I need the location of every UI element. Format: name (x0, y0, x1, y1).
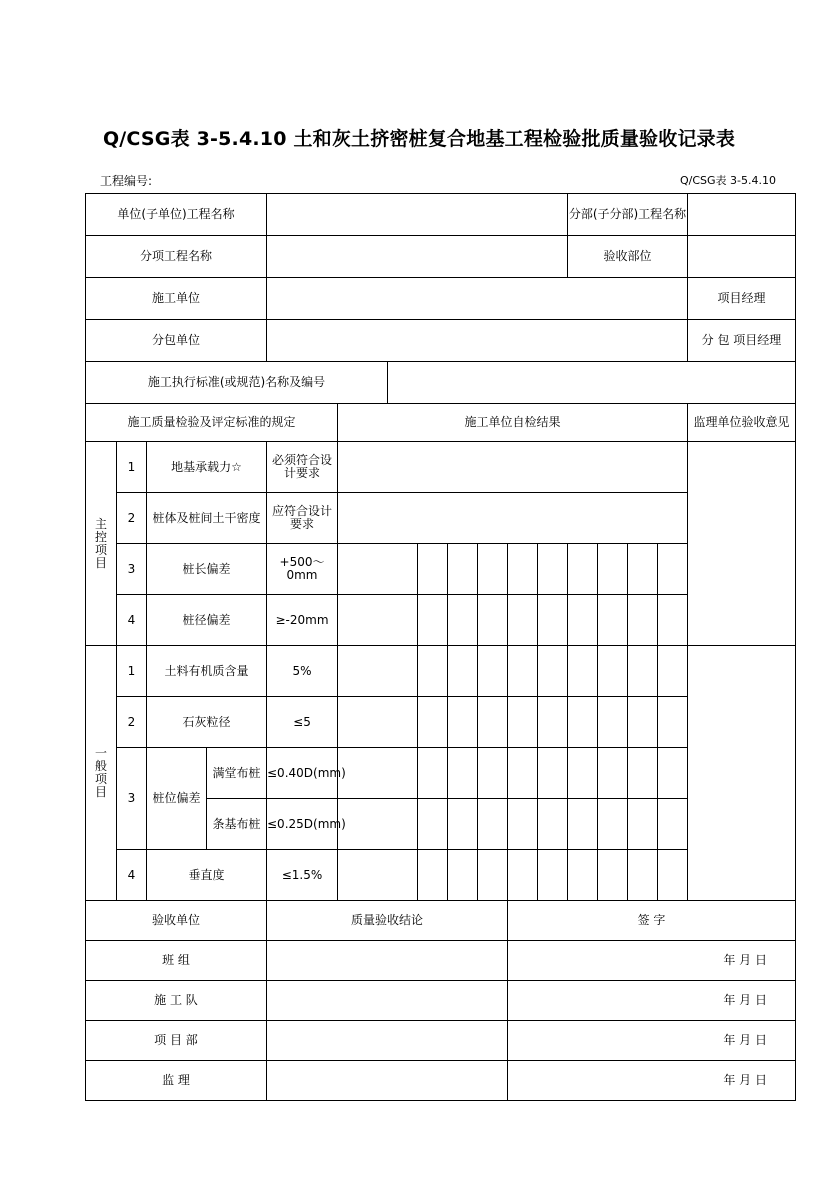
item-name: 土料有机质含量 (147, 646, 267, 697)
item-requirement: ≥-20mm (267, 595, 338, 646)
check-point-cell[interactable] (338, 544, 418, 595)
item-number: 3 (117, 544, 147, 595)
check-point-cell[interactable] (568, 799, 598, 850)
accept-part-label: 验收部位 (568, 236, 688, 278)
check-point-cell[interactable] (568, 850, 598, 901)
item-requirement: 应符合设计要求 (267, 493, 338, 544)
check-point-cell[interactable] (628, 544, 658, 595)
acceptance-unit-name: 班 组 (86, 941, 267, 981)
check-point-cell[interactable] (478, 697, 508, 748)
item-number: 1 (117, 646, 147, 697)
check-point-cell[interactable] (628, 748, 658, 799)
item-name: 桩体及桩间土干密度 (147, 493, 267, 544)
item-number: 2 (117, 697, 147, 748)
check-point-cell[interactable] (538, 595, 568, 646)
item-number: 2 (117, 493, 147, 544)
supervision-column-header: 监理单位验收意见 (688, 404, 796, 442)
accept-part-value[interactable] (688, 236, 796, 278)
check-point-cell[interactable] (508, 850, 538, 901)
check-point-cell[interactable] (448, 697, 478, 748)
project-manager-label: 项目经理 (688, 278, 796, 320)
unit-project-value[interactable] (267, 194, 568, 236)
item-requirement: ≤1.5% (267, 850, 338, 901)
item-requirement: ≤5 (267, 697, 338, 748)
acceptance-unit-name: 施 工 队 (86, 981, 267, 1021)
check-point-cell[interactable] (418, 544, 448, 595)
check-point-cell[interactable] (598, 646, 628, 697)
check-point-cell[interactable] (338, 799, 418, 850)
check-point-cell[interactable] (628, 595, 658, 646)
signature-date[interactable]: 年 月 日 (508, 1061, 796, 1101)
item-name: 石灰粒径 (147, 697, 267, 748)
check-point-cell[interactable] (448, 850, 478, 901)
acceptance-unit-name: 项 目 部 (86, 1021, 267, 1061)
check-point-cell[interactable] (478, 646, 508, 697)
subcontract-pm-label: 分 包 项目经理 (688, 320, 796, 362)
check-point-cell[interactable] (478, 850, 508, 901)
check-point-cell[interactable] (418, 748, 448, 799)
check-point-cell[interactable] (418, 646, 448, 697)
check-point-cell[interactable] (568, 544, 598, 595)
self-check-cell[interactable] (338, 493, 688, 544)
check-point-cell[interactable] (448, 544, 478, 595)
subcontract-unit-value[interactable] (267, 320, 688, 362)
check-point-cell[interactable] (538, 544, 568, 595)
quality-conclusion-cell[interactable] (267, 1021, 508, 1061)
standard-name-value[interactable] (388, 362, 796, 404)
check-point-cell[interactable] (418, 799, 448, 850)
item-name: 桩径偏差 (147, 595, 267, 646)
sub-item-name: 满堂布桩 (207, 748, 267, 799)
check-point-cell[interactable] (448, 646, 478, 697)
check-point-cell[interactable] (598, 850, 628, 901)
check-point-cell[interactable] (658, 646, 688, 697)
main-control-supervision-cell[interactable] (688, 442, 796, 646)
self-check-cell[interactable] (338, 442, 688, 493)
item-number: 1 (117, 442, 147, 493)
check-point-cell[interactable] (338, 850, 418, 901)
project-number-label: 工程编号: (100, 174, 153, 188)
item-requirement: 必须符合设计要求 (267, 442, 338, 493)
check-point-cell[interactable] (598, 544, 628, 595)
check-point-cell[interactable] (538, 748, 568, 799)
check-point-cell[interactable] (508, 748, 538, 799)
quality-conclusion-cell[interactable] (267, 981, 508, 1021)
item-requirement: ≤0.25D(mm) (267, 799, 338, 850)
check-point-cell[interactable] (658, 595, 688, 646)
item-number: 3 (117, 748, 147, 850)
check-point-cell[interactable] (658, 697, 688, 748)
item-name: 地基承载力☆ (147, 442, 267, 493)
check-point-cell[interactable] (448, 595, 478, 646)
construction-unit-value[interactable] (267, 278, 688, 320)
unit-project-label: 单位(子单位)工程名称 (86, 194, 267, 236)
form-code: Q/CSG表 3-5.4.10 (679, 174, 776, 187)
check-point-cell[interactable] (658, 850, 688, 901)
check-point-cell[interactable] (338, 697, 418, 748)
item-requirement: +500～0mm (267, 544, 338, 595)
quality-conclusion-header: 质量验收结论 (267, 901, 508, 941)
check-point-cell[interactable] (338, 646, 418, 697)
check-point-cell[interactable] (418, 850, 448, 901)
check-point-cell[interactable] (338, 748, 418, 799)
item-name: 垂直度 (147, 850, 267, 901)
check-point-cell[interactable] (478, 799, 508, 850)
check-point-cell[interactable] (508, 799, 538, 850)
item-requirement: ≤0.40D(mm) (267, 748, 338, 799)
check-point-cell[interactable] (538, 646, 568, 697)
check-point-cell[interactable] (538, 697, 568, 748)
check-point-cell[interactable] (628, 646, 658, 697)
quality-conclusion-cell[interactable] (267, 941, 508, 981)
check-point-cell[interactable] (508, 697, 538, 748)
check-point-cell[interactable] (478, 544, 508, 595)
check-point-cell[interactable] (658, 544, 688, 595)
check-point-cell[interactable] (598, 799, 628, 850)
signature-date[interactable]: 年 月 日 (508, 1021, 796, 1061)
construction-unit-label: 施工单位 (86, 278, 267, 320)
check-point-cell[interactable] (568, 595, 598, 646)
check-point-cell[interactable] (448, 748, 478, 799)
item-project-label: 分项工程名称 (86, 236, 267, 278)
check-point-cell[interactable] (598, 748, 628, 799)
check-point-cell[interactable] (418, 697, 448, 748)
standard-name-label: 施工执行标准(或规范)名称及编号 (86, 362, 388, 404)
quality-conclusion-cell[interactable] (267, 1061, 508, 1101)
signature-date[interactable]: 年 月 日 (508, 981, 796, 1021)
check-point-cell[interactable] (598, 697, 628, 748)
check-point-cell[interactable] (338, 595, 418, 646)
form-title: Q/CSG表 3-5.4.10 土和灰土挤密桩复合地基工程检验批质量验收记录表 (102, 128, 736, 150)
check-point-cell[interactable] (448, 799, 478, 850)
general-supervision-cell[interactable] (688, 646, 796, 901)
check-point-cell[interactable] (538, 850, 568, 901)
check-point-cell[interactable] (658, 799, 688, 850)
inspection-form-table (85, 193, 796, 1101)
subcontract-unit-label: 分包单位 (86, 320, 267, 362)
signature-date[interactable]: 年 月 日 (508, 941, 796, 981)
item-name: 桩长偏差 (147, 544, 267, 595)
self-check-column-header: 施工单位自检结果 (338, 404, 688, 442)
check-point-cell[interactable] (508, 595, 538, 646)
signature-header: 签 字 (508, 901, 796, 941)
main-control-label: 主 控 项 目 (86, 442, 117, 646)
item-name: 桩位偏差 (147, 748, 207, 850)
check-point-cell[interactable] (508, 646, 538, 697)
check-point-cell[interactable] (418, 595, 448, 646)
check-point-cell[interactable] (478, 748, 508, 799)
sub-project-value[interactable] (688, 194, 796, 236)
check-point-cell[interactable] (568, 646, 598, 697)
check-point-cell[interactable] (628, 697, 658, 748)
check-point-cell[interactable] (628, 850, 658, 901)
check-point-cell[interactable] (538, 799, 568, 850)
item-number: 4 (117, 595, 147, 646)
acceptance-unit-header: 验收单位 (86, 901, 267, 941)
item-number: 4 (117, 850, 147, 901)
check-point-cell[interactable] (568, 697, 598, 748)
item-project-value[interactable] (267, 236, 568, 278)
check-point-cell[interactable] (508, 544, 538, 595)
spec-column-header: 施工质量检验及评定标准的规定 (86, 404, 338, 442)
sub-item-name: 条基布桩 (207, 799, 267, 850)
check-point-cell[interactable] (478, 595, 508, 646)
check-point-cell[interactable] (598, 595, 628, 646)
check-point-cell[interactable] (568, 748, 598, 799)
item-requirement: 5% (267, 646, 338, 697)
check-point-cell[interactable] (658, 748, 688, 799)
acceptance-unit-name: 监 理 (86, 1061, 267, 1101)
sub-project-label: 分部(子分部)工程名称 (568, 194, 688, 236)
check-point-cell[interactable] (628, 799, 658, 850)
general-items-label: 一 般 项 目 (86, 646, 117, 901)
